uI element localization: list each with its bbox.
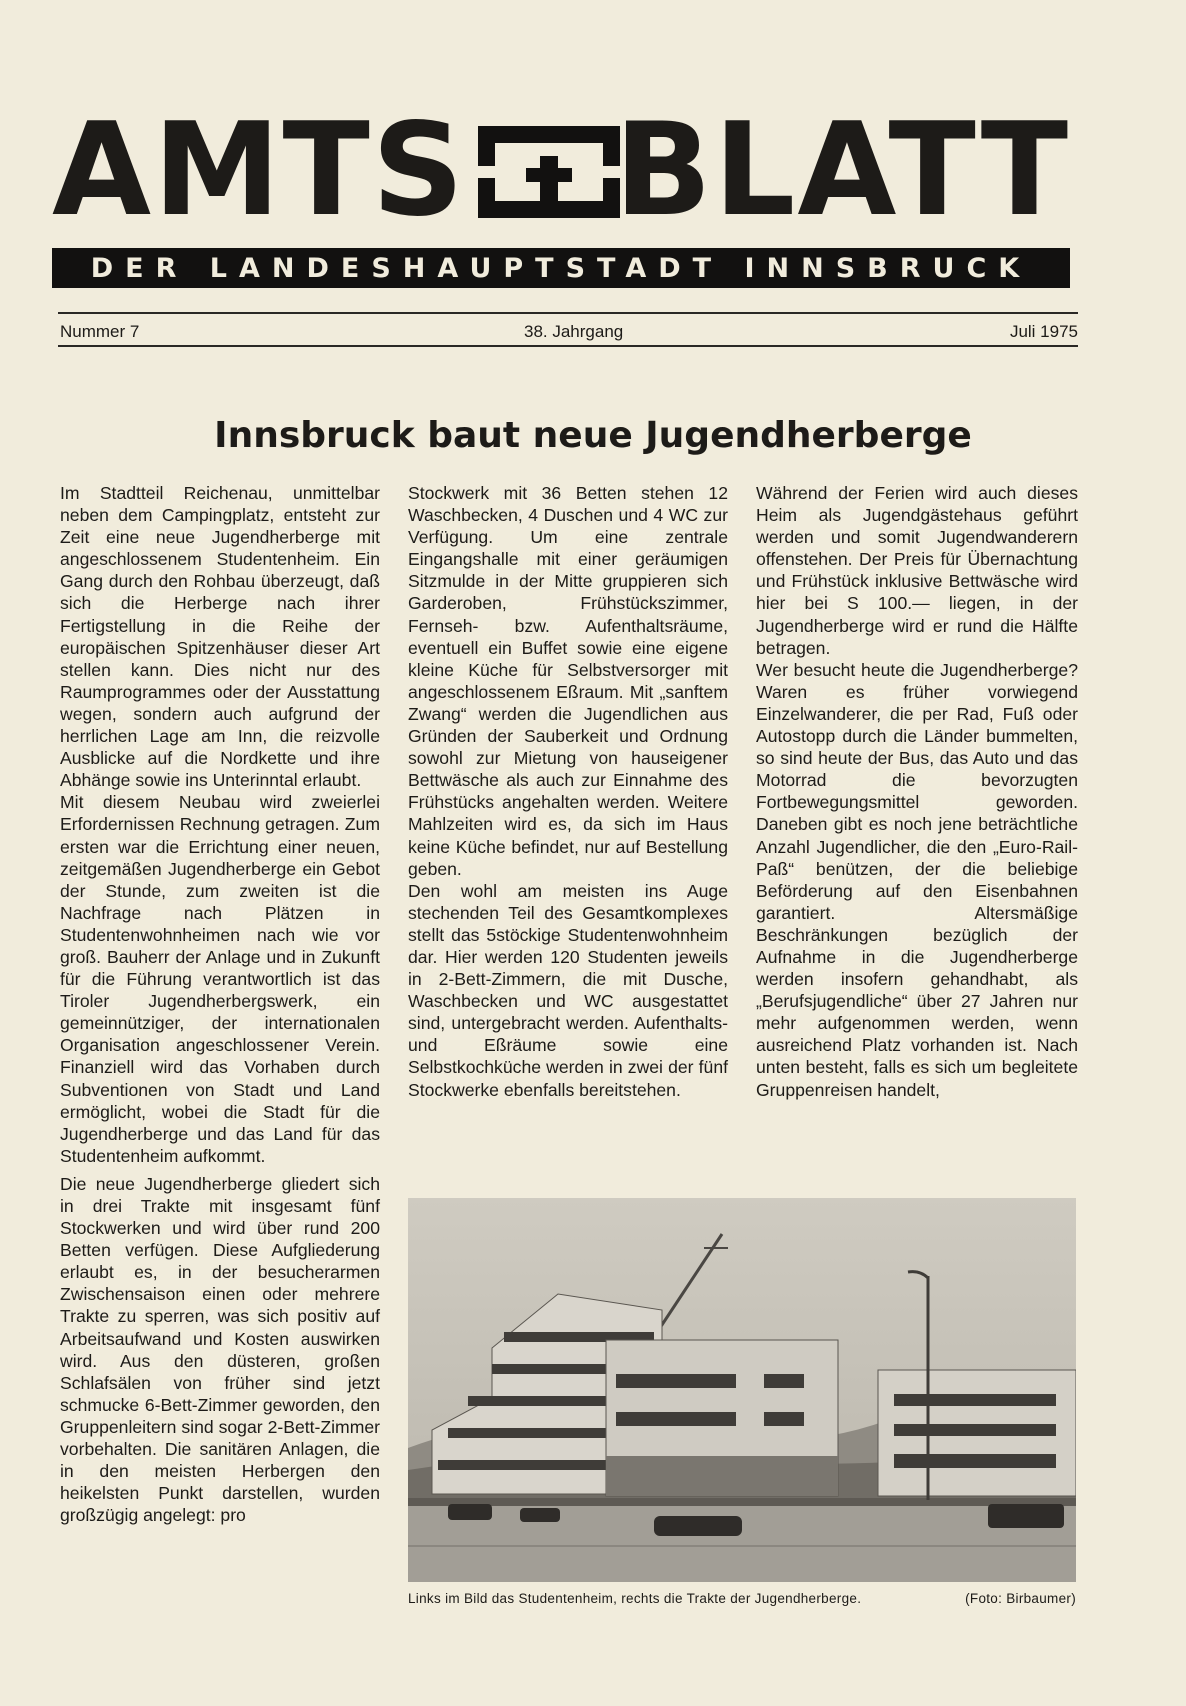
issue-number: Nummer 7 xyxy=(60,322,140,341)
article-column-3 xyxy=(756,482,1078,1101)
caption-text: Links im Bild das Studentenheim, rechts die Trakte der Jugendherberge. xyxy=(408,1591,862,1606)
issue-date: Juli 1975 xyxy=(1009,322,1078,341)
article-paragraph: Den wohl am meisten ins Auge stechenden Teil des Gesamtkomplexes stellt das 5stöckige Studentenwohnheim dar. Hier werden 120 Studenten jeweils in 2-Bett-Zimmern, die mit Dusche, Waschbecken und WC ausgestattet sind, untergebracht werden. Aufenthalts- und Eßräume sowie eine Selbstkochküche werden in zwei der fünf Stockwerke ebenfalls bereitstehen. xyxy=(408,880,728,1100)
masthead-subtitle: DER LANDESHAUPTSTADT INNSBRUCK xyxy=(52,248,1070,288)
article-paragraph: Mit diesem Neubau wird zweierlei Erfordernissen Rechnung getragen. Zum ersten war die Errichtung einer neuen, zeitgemäßen Jugendherberge ein Gebot der Stunde, zum zweiten ist die Nachfrage nach Plätzen in Studentenwohnheimen nach wie vor groß. Bauherr der Anlage und in Zukunft für die Führung verantwortlich ist das Tiroler Jugendherbergswerk, ein gemeinnütziger, der internationalen Organisation angeschlossener Verein. Finanziell wird das Vorhaben durch Subventionen von Stadt und Land ermöglicht, wobei die Stadt für die Jugendherberge und das Land für das Studentenheim aufkommt. xyxy=(60,792,380,1166)
photo-caption xyxy=(408,1588,1076,1610)
innsbruck-emblem-icon xyxy=(474,122,624,222)
article-paragraph: Wer besucht heute die Jugendherberge? Waren es früher vorwiegend Einzelwanderer, die per Rad, Fuß oder Autostopp durch die Länder bummelten, so sind heute der Bus, das Auto und das Motorrad die bevorzugten Fortbewegungsmittel geworden. Daneben gibt es noch jene beträchtliche Anzahl Jugendlicher, die den „Euro-Rail-Paß“ benützen, der die beliebige Beförderung auf den Eisenbahnen garantiert. Altersmäßige Beschränkungen bezüglich der Aufnahme in die Jugendherberge werden insofern gehandhabt, als „Berufsjugendliche“ über 27 Jahren nur mehr aufgenommen werden, wenn ausreichend Platz vorhanden ist. Nach unten besteht, falls es sich um begleitete Gruppenreisen handelt, xyxy=(756,659,1078,1100)
masthead-title xyxy=(52,96,1070,245)
issue-volume: 38. Jahrgang xyxy=(524,322,624,341)
masthead-blatt: BLATT xyxy=(614,96,1070,245)
article-paragraph: Im Stadtteil Reichenau, unmittelbar neben dem Campingplatz, entsteht zur Zeit eine neue Jugendherberge mit angeschlossenem Studentenheim. Ein Gang durch den Rohbau überzeugt, daß sich die Herberge nach ihrer Fertigstellung in die Reihe der europäischen Spitzenhäuser dieser Art stellen kann. Dies nicht nur des Raumprogrammes oder der Ausstattung wegen, sondern auch aufgrund der herrlichen Lage am Inn, die reizvolle Ausblicke auf die Nordkette und ihre Abhänge sowie ins Unterinntal erlaubt. xyxy=(60,483,380,791)
article-paragraph: Während der Ferien wird auch dieses Heim als Jugendgästehaus geführt werden und somit Jugendwanderern offenstehen. Der Preis für Übernachtung und Frühstück inklusive Bettwäsche wird hier bei S 100.— liegen, in der Jugendherberge wird er rund die Hälfte betragen. xyxy=(756,483,1078,658)
article-paragraph: Stockwerk mit 36 Betten stehen 12 Waschbecken, 4 Duschen und 4 WC zur Verfügung. Um eine zentrale Eingangshalle mit einer geräumigen Sitzmulde in der Mitte gruppieren sich Garderoben, Frühstückszimmer, Fernseh- bzw. Aufenthaltsräume, eventuell ein Buffet sowie eine eigene kleine Küche für Selbstversorger mit angeschlossenem Eßraum. Mit „sanftem Zwang“ werden die Jugendlichen aus Gründen der Sauberkeit und Ordnung sowohl zur Mietung von hauseigener Bettwäsche als auch zur Einnahme des Frühstücks angehalten werden. Weitere Mahlzeiten wird es, da sich im Haus keine Küche befindet, nur auf Bestellung geben. xyxy=(408,483,728,879)
masthead-amts: AMTS xyxy=(52,96,466,245)
article-column-2 xyxy=(408,482,728,1101)
issue-line xyxy=(60,320,1078,344)
top-rule xyxy=(58,312,1078,314)
article-headline: Innsbruck baut neue Jugendherberge xyxy=(214,415,972,456)
article-column-1 xyxy=(60,482,380,1526)
caption-credit: (Foto: Birbaumer) xyxy=(965,1591,1076,1606)
bottom-rule xyxy=(58,345,1078,347)
photo-hostel-buildings xyxy=(408,1198,1076,1582)
article-paragraph: Die neue Jugendherberge gliedert sich in drei Trakte mit insgesamt fünf Stockwerken und wird über rund 200 Betten verfügen. Diese Aufgliederung erlaubt es, in der besucherarmen Zwischensaison einen oder mehrere Trakte zu sperren, was sich positiv auf Arbeitsaufwand und Kosten auswirken wird. Aus den düsteren, großen Schlafsälen von früher sind jetzt schmucke 6-Bett-Zimmer geworden, den Gruppenleitern sind sogar 2-Bett-Zimmer vorbehalten. Die sanitären Anlagen, die in den meisten Herbergen den heikelsten Punkt darstellen, wurden großzügig angelegt: pro xyxy=(60,1173,380,1526)
